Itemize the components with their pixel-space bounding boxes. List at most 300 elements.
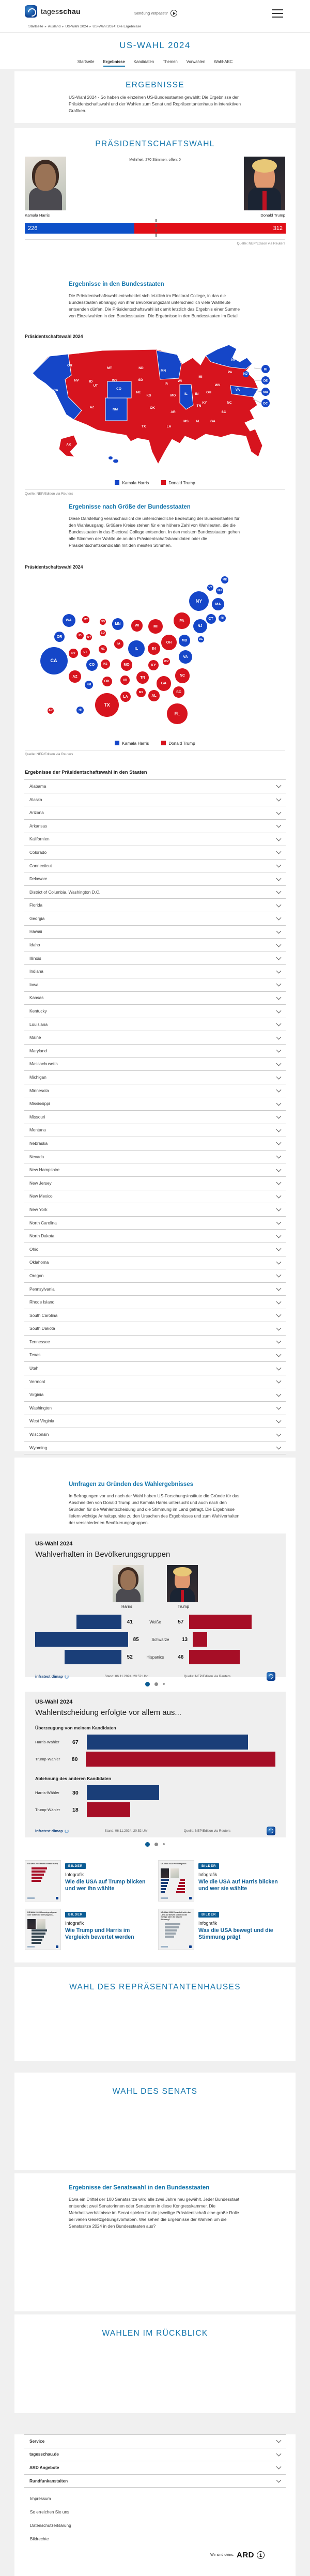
state-row-alaska[interactable] <box>24 793 286 806</box>
chevron-down-icon <box>276 783 282 788</box>
tagesschau-icon <box>267 1672 275 1681</box>
bubble-NM[interactable]: NM <box>85 681 93 689</box>
chevron-down-icon <box>276 902 282 907</box>
bubble-WI[interactable]: WI <box>131 620 143 632</box>
bubble-SD[interactable]: SD <box>100 630 106 636</box>
state-row-district-of-columbia-washington-d-c-[interactable] <box>24 885 286 899</box>
bubble-NH[interactable]: NH <box>216 587 223 594</box>
state-row-montana[interactable] <box>24 1124 286 1137</box>
category-label: Schwarze <box>151 1637 169 1642</box>
state-label-NM: NM <box>112 408 118 412</box>
chevron-down-icon <box>276 1352 282 1357</box>
bubble-MO[interactable]: MO <box>121 659 133 671</box>
state-row-label: North Carolina <box>29 1220 57 1225</box>
bubble-CA[interactable]: CA <box>40 647 68 674</box>
state-label-MS: MS <box>183 420 189 424</box>
divider <box>25 489 285 490</box>
chart-title: Wahlentscheidung erfolgte vor allem aus... <box>35 1708 181 1718</box>
state-row-mississippi[interactable] <box>24 1097 286 1110</box>
chevron-down-icon <box>276 982 282 987</box>
footer-link-impressum[interactable]: Impressum <box>30 2496 51 2502</box>
bubble-KS[interactable]: KS <box>101 660 110 669</box>
ard-wordmark: ARD <box>237 2551 254 2559</box>
teaser-title[interactable]: Wie die USA auf Harris blicken und wer sie wählte <box>198 1879 278 1892</box>
state-label-OK: OK <box>150 406 155 410</box>
row-label: Trump-Wähler <box>35 1807 60 1813</box>
chevron-down-icon <box>276 1365 282 1370</box>
bubble-NV[interactable]: NV <box>69 649 78 658</box>
chart-kicker: US-Wahl 2024 <box>35 1699 73 1706</box>
harris-bar <box>35 1632 128 1647</box>
state-label-ND: ND <box>138 366 144 371</box>
footer-accordion-rundfunkanstalten[interactable] <box>24 2474 286 2488</box>
chevron-down-icon <box>276 836 282 841</box>
row-value: 30 <box>72 1789 79 1796</box>
state-row-alabama[interactable] <box>24 779 286 793</box>
chevron-down-icon <box>276 876 282 881</box>
subhead-bundesstaaten: Ergebnisse in den Bundesstaaten <box>69 281 164 287</box>
dot[interactable] <box>163 1843 165 1845</box>
state-row-vermont[interactable] <box>24 1375 286 1388</box>
state-row-kansas[interactable] <box>24 991 286 1005</box>
teaser-grid <box>25 1860 285 1950</box>
bubble-AZ[interactable]: AZ <box>69 670 81 683</box>
state-row-north-carolina[interactable] <box>24 1216 286 1230</box>
state-label-CO: CO <box>116 387 121 391</box>
state-row-label: Vermont <box>29 1379 45 1384</box>
teaser-text <box>198 1909 285 1950</box>
state-row-arkansas[interactable] <box>24 819 286 833</box>
bubble-TN[interactable]: TN <box>136 671 149 684</box>
footer-link-so-erreichen-sie-uns[interactable]: So erreichen Sie uns <box>30 2510 70 2515</box>
state-row-utah[interactable] <box>24 1361 286 1375</box>
trump-ev-bar: 312 <box>134 223 286 234</box>
section-umfragen <box>14 1458 296 1962</box>
state-row-colorado[interactable] <box>24 846 286 859</box>
category-label: Weiße <box>149 1619 161 1624</box>
footer-link-bildrechte[interactable]: Bildrechte <box>30 2537 49 2542</box>
state-row-label: Alabama <box>29 784 47 789</box>
state-row-hawaii[interactable] <box>24 925 286 939</box>
state-row-florida[interactable] <box>24 898 286 912</box>
tagesschau-logo[interactable] <box>25 5 81 18</box>
state-row-label: Kansas <box>29 995 44 1001</box>
state-row-south-carolina[interactable] <box>24 1309 286 1322</box>
footer-link-datenschutzerkl-rung[interactable]: Datenschutzerklärung <box>30 2523 71 2528</box>
state-label-NH: NH <box>244 349 249 354</box>
harris-column-label: Harris <box>121 1604 132 1609</box>
state-row-rhode-island[interactable] <box>24 1295 286 1309</box>
decision-row <box>35 1784 275 1801</box>
state-row-idaho[interactable] <box>24 938 286 952</box>
bubble-RI[interactable]: RI <box>219 615 226 622</box>
state-row-label: Ohio <box>29 1247 39 1252</box>
chevron-down-icon <box>276 1180 282 1185</box>
state-label-IL: IL <box>184 392 188 396</box>
chevron-down-icon <box>276 2451 282 2456</box>
dot[interactable] <box>154 1843 158 1846</box>
state-row-maryland[interactable] <box>24 1044 286 1057</box>
state-row-north-dakota[interactable] <box>24 1229 286 1243</box>
bubble-IL[interactable]: IL <box>128 640 144 656</box>
bubble-NY[interactable]: NY <box>189 591 209 611</box>
breadcrumb-item[interactable]: US-Wahl 2024: Die Ergebnisse <box>92 25 142 28</box>
state-label-MT: MT <box>107 366 112 371</box>
us-bubble-cartogram[interactable] <box>25 573 286 736</box>
teaser-title[interactable]: Wie Trump und Harris im Vergleich bewertet werden <box>65 1927 134 1941</box>
bubble-DE[interactable]: DE <box>198 636 204 642</box>
harris-value: 41 <box>127 1619 133 1625</box>
bubble-OR[interactable]: OR <box>54 632 65 642</box>
bubble-KY[interactable]: KY <box>148 660 159 670</box>
state-row-massachusetts[interactable] <box>24 1057 286 1071</box>
menu-icon[interactable] <box>272 9 283 18</box>
states-list-heading: Ergebnisse der Präsidentschaftswahl in den Staaten <box>25 770 147 776</box>
state-label-MO: MO <box>170 394 176 398</box>
bubble-AK[interactable]: AK <box>48 708 54 714</box>
chevron-down-icon <box>276 823 282 828</box>
bubble-MA[interactable]: MA <box>212 598 224 610</box>
state-row-label: Illinois <box>29 956 41 961</box>
missed-show-link[interactable] <box>134 10 177 17</box>
footer-accordion <box>24 2434 286 2488</box>
footer-accordion-tagesschau-de[interactable] <box>24 2448 286 2461</box>
chevron-down-icon <box>276 994 282 1000</box>
teaser-title[interactable]: Was die USA bewegt und die Stimmung prägt <box>198 1927 273 1941</box>
bubble-SC[interactable]: SC <box>173 686 184 698</box>
bubble-map-label: Präsidentschaftswahl 2024 <box>25 564 83 570</box>
state-row-oregon[interactable] <box>24 1269 286 1282</box>
state-label-OH: OH <box>206 391 211 395</box>
row-value: 67 <box>72 1739 79 1745</box>
teaser[interactable] <box>158 1909 285 1950</box>
bubble-TX[interactable]: TX <box>95 693 119 717</box>
state-row-minnesota[interactable] <box>24 1084 286 1097</box>
trump-photo <box>244 157 285 210</box>
dot-active[interactable] <box>145 1682 150 1686</box>
bubble-NJ[interactable]: NJ <box>193 619 207 633</box>
chart-footer <box>35 1672 275 1681</box>
state-row-washington[interactable] <box>24 1401 286 1415</box>
decision-row <box>35 1801 275 1818</box>
tab-kandidaten[interactable]: Kandidaten <box>133 59 154 64</box>
tab-themen[interactable]: Themen <box>163 59 178 64</box>
bubble-VA[interactable]: VA <box>179 650 192 664</box>
bubble-FL[interactable]: FL <box>167 703 187 724</box>
bubble-MN[interactable]: MN <box>112 618 124 630</box>
state-row-label: Kalifornien <box>29 837 50 842</box>
bubble-MT[interactable]: MT <box>82 616 89 623</box>
bubble-HI[interactable]: HI <box>76 707 84 714</box>
chevron-down-icon <box>276 955 282 960</box>
chevron-down-icon <box>276 1272 282 1278</box>
state-row-wisconsin[interactable] <box>24 1428 286 1441</box>
svg-text:DC: DC <box>263 402 268 406</box>
harris-bar <box>87 1785 159 1800</box>
state-row-arizona[interactable] <box>24 806 286 819</box>
bubble-ID[interactable]: ID <box>76 632 84 639</box>
play-icon <box>171 10 177 17</box>
footer-accordion-ard-angebote[interactable] <box>24 2461 286 2474</box>
source-note: Quelle: NEP/Edison via Reuters <box>183 1829 231 1833</box>
state-row-label: Wyoming <box>29 1445 48 1450</box>
bilder-badge: BILDER <box>198 1912 219 1918</box>
demo-row-hispanics <box>35 1648 275 1666</box>
trump-bar <box>189 1615 252 1629</box>
teaser[interactable] <box>25 1909 152 1950</box>
state-row-georgia[interactable] <box>24 912 286 925</box>
footer-links <box>14 2496 296 2541</box>
section-gap <box>0 2061 310 2073</box>
state-row-label: South Dakota <box>29 1326 55 1331</box>
state-label-TN: TN <box>196 404 202 408</box>
row-value: 80 <box>71 1756 78 1762</box>
teaser-thumbnail: US-Wahl 2024 Profil Donald Trump <box>25 1860 61 1902</box>
breadcrumb-item[interactable]: Ausland <box>48 25 61 28</box>
ard-one-icon: 1 <box>257 2551 265 2559</box>
subhead-groesse: Ergebnisse nach Größe der Bundesstaaten <box>69 504 191 511</box>
chevron-down-icon <box>276 1167 282 1172</box>
state-row-virginia[interactable] <box>24 1388 286 1401</box>
breadcrumb-item[interactable]: US-Wahl 2024 <box>65 25 88 28</box>
state-row-west-virginia[interactable] <box>24 1415 286 1428</box>
chevron-down-icon <box>276 863 282 868</box>
state-row-label: Hawaii <box>29 929 42 934</box>
state-row-wyoming[interactable] <box>24 1441 286 1454</box>
section-repraesentantenhaus <box>14 1967 296 2061</box>
state-label-WV: WV <box>214 384 221 388</box>
state-row-maine[interactable] <box>24 1031 286 1044</box>
teaser[interactable] <box>25 1860 152 1902</box>
teaser-text <box>198 1860 285 1902</box>
source-note: Quelle: NEP/Edison via Reuters <box>237 242 285 246</box>
row-label: Harris-Wähler <box>35 1790 59 1796</box>
teaser-thumbnail: US-Wahl 2024 Profilvergleich <box>158 1860 194 1902</box>
state-label-KS: KS <box>146 394 151 398</box>
source-note: Quelle: NEP/Edison via Reuters <box>25 492 73 496</box>
bubble-CO[interactable]: CO <box>86 659 98 671</box>
state-row-new-hampshire[interactable] <box>24 1163 286 1176</box>
state-row-nevada[interactable] <box>24 1150 286 1163</box>
state-row-label: Indiana <box>29 969 43 974</box>
chevron-down-icon <box>276 2478 282 2483</box>
bubble-UT[interactable]: UT <box>81 648 90 657</box>
infratest-dimap-logo: infratest dimap <box>35 1674 69 1679</box>
state-row-label: Nevada <box>29 1154 44 1159</box>
bubble-NE[interactable]: NE <box>99 645 107 653</box>
state-row-kentucky[interactable] <box>24 1004 286 1018</box>
teaser-title[interactable]: Wie die USA auf Trump blicken und wer ihn wählte <box>65 1879 146 1892</box>
chevron-down-icon <box>276 1061 282 1066</box>
missed-show-label: Sendung verpasst? <box>134 11 168 16</box>
chevron-down-icon <box>276 1048 282 1053</box>
bubble-ME[interactable]: ME <box>221 576 228 584</box>
chevron-down-icon <box>276 1193 282 1198</box>
chart-title: Wahlverhalten in Bevölkerungsgruppen <box>35 1550 171 1559</box>
trump-name: Donald Trump <box>260 213 285 218</box>
majority-marker <box>156 219 157 237</box>
ergebnisse-text: US-Wahl 2024 - So haben die einzelnen US-Bundesstaaten gewählt: Die Ergebnisse der Präsidentschaftswahl und der Wahlen zum Senat und Repräsentantenhaus in interaktiven Grafiken. <box>69 95 241 114</box>
bubble-MD[interactable]: MD <box>179 635 191 647</box>
chart-kicker: US-Wahl 2024 <box>35 1541 73 1547</box>
umfragen-text: In Befragungen vor und nach der Wahl haben US-Forschungsinstitute die Gründe für das Abschneiden von Donald Trump und Kamala Harris untersucht und auch nach den Gründen für die Wahlentscheidung und die Stimmung im Land gefragt. Die Ergebnisse liefern wichtige Anhaltspunkte zu den Ursachen des Ergebnisses und zum Wahlverhalten der verschiedenen Bevölkerungsgruppen. <box>69 1493 240 1526</box>
state-row-michigan[interactable] <box>24 1070 286 1084</box>
svg-text:RI: RI <box>264 368 267 372</box>
footer-accordion-label: ARD Angebote <box>29 2465 59 2470</box>
state-row-label: Massachusetts <box>29 1062 58 1067</box>
us-geographic-map[interactable] <box>25 342 286 476</box>
tab-ergebnisse[interactable]: Ergebnisse <box>103 59 125 67</box>
divider <box>25 239 285 240</box>
chevron-down-icon <box>276 942 282 947</box>
bubble-IA[interactable]: IA <box>114 639 123 649</box>
state-row-iowa[interactable] <box>24 978 286 991</box>
chevron-down-icon <box>276 1087 282 1093</box>
bubble-CT[interactable]: CT <box>206 614 216 624</box>
state-row-illinois[interactable] <box>24 952 286 965</box>
state-row-label: Iowa <box>29 982 39 987</box>
state-row-label: Alaska <box>29 797 42 802</box>
state-row-oklahoma[interactable] <box>24 1256 286 1269</box>
harris-bar <box>65 1650 121 1664</box>
state-label-WI: WI <box>178 379 182 384</box>
bilder-badge: BILDER <box>65 1863 86 1869</box>
ard-logo <box>210 2551 265 2559</box>
bubble-PA[interactable]: PA <box>174 612 190 628</box>
state-row-kalifornien[interactable] <box>24 833 286 846</box>
stand-note: Stand: 06.11.2024, 20:52 Uhr <box>104 1675 148 1679</box>
dot[interactable] <box>154 1682 158 1686</box>
bubble-GA[interactable]: GA <box>157 676 172 691</box>
bubble-WV[interactable]: WV <box>163 658 170 665</box>
section-gap <box>0 2413 310 2417</box>
footer-accordion-service[interactable] <box>24 2434 286 2448</box>
bubble-OH[interactable]: OH <box>161 635 177 650</box>
state-row-label: Kentucky <box>29 1009 47 1014</box>
harris-value: 85 <box>133 1636 139 1643</box>
footer-accordion-label: Rundfunkanstalten <box>29 2478 68 2483</box>
state-row-new-jersey[interactable] <box>24 1176 286 1190</box>
bubble-WY[interactable]: WY <box>86 634 92 640</box>
section-senatswahl-ergebnisse <box>14 2173 296 2311</box>
group-label: Überzeugung von meinem Kandidaten <box>35 1725 116 1731</box>
dot[interactable] <box>163 1683 165 1685</box>
state-row-label: New Mexico <box>29 1194 53 1199</box>
senatswahl-text: Etwa ein Drittel der 100 Senatssitze wird alle zwei Jahre neu gewählt. Jeder Bundesstaat entsendet zwei Senatorinnen oder Senatoren in diese Kongresskammer. Die Mehrheitsverhältnisse im Senat spielen für die jeweilige Präsidentschaft eine große Rolle bei vielen Gesetzgebungsvorhaben. Wie sehen die Ergebnisse der Wahlen um die Senatssitze 2024 in den Bundesstaaten aus? <box>69 2197 240 2229</box>
bubble-ND[interactable]: ND <box>100 619 106 625</box>
harris-value: 52 <box>127 1654 133 1660</box>
state-label-NV: NV <box>74 379 79 383</box>
bubble-VT[interactable]: VT <box>207 585 213 591</box>
state-row-label: District of Columbia, Washington D.C. <box>29 890 101 895</box>
dot-active[interactable] <box>145 1842 150 1847</box>
state-row-missouri[interactable] <box>24 1110 286 1124</box>
state-label-OR: OR <box>67 364 72 368</box>
state-row-indiana[interactable] <box>24 964 286 978</box>
state-row-nebraska[interactable] <box>24 1137 286 1150</box>
state-label-NC: NC <box>227 401 232 405</box>
decision-bars <box>35 1725 275 1818</box>
bubble-MS[interactable]: MS <box>136 688 146 697</box>
teaser[interactable] <box>158 1860 285 1902</box>
state-row-label: Idaho <box>29 943 40 948</box>
senat-title: WAHL DES SENATS <box>112 2087 198 2096</box>
state-row-connecticut[interactable] <box>24 859 286 872</box>
ard-claim: Wir sind deins. <box>210 2553 234 2557</box>
infratest-dimap-logo: infratest dimap <box>35 1829 69 1833</box>
state-row-texas[interactable] <box>24 1348 286 1362</box>
ergebnisse-title: ERGEBNISSE <box>126 81 184 89</box>
demographic-bars <box>35 1613 275 1666</box>
state-label-FL: FL <box>224 446 228 450</box>
breadcrumb-separator: ▸ <box>62 25 64 28</box>
chevron-down-icon <box>276 1008 282 1013</box>
carousel-dots[interactable] <box>14 1837 296 1851</box>
state-row-south-dakota[interactable] <box>24 1322 286 1335</box>
category-label: Hispanics <box>146 1654 164 1660</box>
state-row-new-york[interactable] <box>24 1203 286 1216</box>
chevron-down-icon <box>276 1299 282 1304</box>
chevron-down-icon <box>276 809 282 815</box>
state-label-LA: LA <box>166 425 172 429</box>
states-accordion <box>24 779 286 1454</box>
state-row-label: Georgia <box>29 916 45 921</box>
teaser-text <box>65 1860 152 1902</box>
bubble-MI[interactable]: MI <box>148 619 163 634</box>
tab-bar <box>0 59 310 67</box>
geo-map-label: Präsidentschaftswahl 2024 <box>25 334 83 340</box>
state-row-label: Oregon <box>29 1273 44 1278</box>
bubble-IN[interactable]: IN <box>148 642 160 655</box>
bubble-LA[interactable]: LA <box>120 692 131 702</box>
page-title: US-WAHL 2024 <box>119 40 191 50</box>
state-label-IA: IA <box>164 382 168 386</box>
bilder-badge: BILDER <box>65 1912 86 1918</box>
state-label-VA: VA <box>235 388 240 392</box>
tab-wahl-abc[interactable]: Wahl-ABC <box>214 59 233 64</box>
row-value: 18 <box>72 1806 79 1813</box>
state-row-label: Wisconsin <box>29 1432 49 1437</box>
bubble-AL[interactable]: AL <box>148 690 160 701</box>
state-row-pennsylvania[interactable] <box>24 1282 286 1296</box>
chevron-down-icon <box>276 2438 282 2443</box>
svg-text:DE: DE <box>263 379 268 383</box>
state-row-tennessee[interactable] <box>24 1335 286 1348</box>
harris-photo <box>113 1565 144 1602</box>
chevron-down-icon <box>276 1312 282 1317</box>
chevron-down-icon <box>276 796 282 802</box>
state-row-louisiana[interactable] <box>24 1018 286 1031</box>
state-label-MI: MI <box>198 375 203 379</box>
state-row-label: Washington <box>29 1405 52 1410</box>
state-row-ohio[interactable] <box>24 1243 286 1256</box>
state-row-new-mexico[interactable] <box>24 1190 286 1203</box>
tab-vorwahlen[interactable]: Vorwahlen <box>186 59 206 64</box>
state-label-WA: WA <box>73 351 80 355</box>
breadcrumb-item[interactable]: Startseite <box>28 25 43 28</box>
bubble-WA[interactable]: WA <box>63 614 75 627</box>
state-row-delaware[interactable] <box>24 872 286 885</box>
bilder-badge: BILDER <box>198 1863 219 1869</box>
bubble-OK[interactable]: OK <box>102 677 112 686</box>
tab-startseite[interactable]: Startseite <box>77 59 95 64</box>
repraesentantenhaus-title: WAHL DES REPRÄSENTANTENHAUSES <box>69 1983 241 1991</box>
breadcrumb[interactable] <box>28 25 141 28</box>
chevron-down-icon <box>276 1431 282 1436</box>
bubble-AR[interactable]: AR <box>120 676 130 685</box>
bubble-NC[interactable]: NC <box>175 668 190 683</box>
teaser-kicker: Infografik <box>65 1872 84 1878</box>
